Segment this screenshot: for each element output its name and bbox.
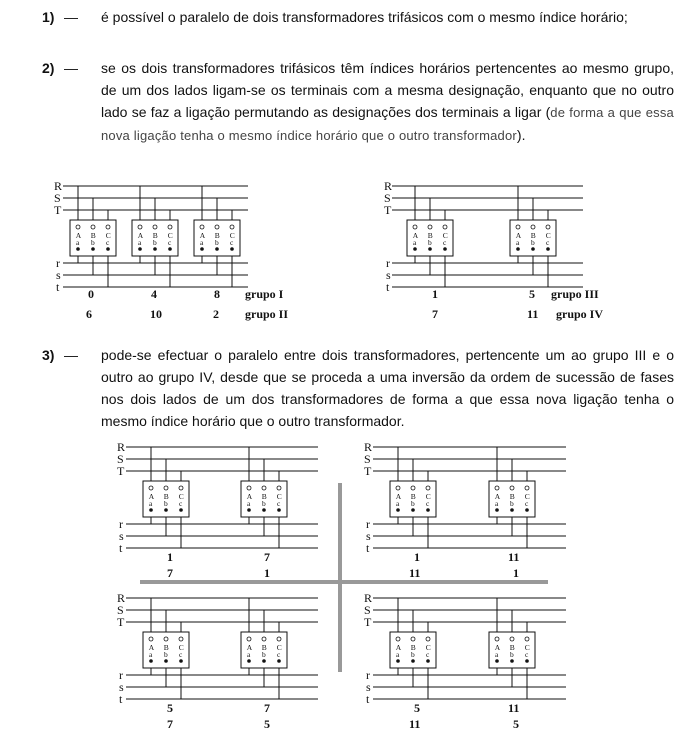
- index-label: 6: [86, 307, 92, 321]
- terminal-label-lower: b: [510, 650, 514, 659]
- bus-label-s: s: [56, 268, 61, 282]
- index-label: 7: [167, 717, 173, 731]
- bus-label-R: R: [384, 179, 393, 193]
- terminal-label-lower: c: [525, 650, 529, 659]
- bus-label-T: T: [54, 203, 62, 217]
- index-label: 5: [529, 287, 535, 301]
- index-label: 7: [264, 550, 270, 564]
- index-label: 8: [214, 287, 220, 301]
- terminal-label-lower: c: [426, 650, 430, 659]
- terminal-label-upper: C: [524, 643, 530, 652]
- terminal-label-upper: C: [167, 231, 173, 240]
- bus-label-r: r: [56, 256, 60, 270]
- item-3-text: pode-se efectuar o paralelo entre dois transformadores, pertencente um ao grupo III e o outro ao grupo IV, desde que se proceda a uma inversão da ordem de sucessão de fases nos dois lados de um dos transformadores de forma a que essa nova ligação tenha o mesmo índice horário que o outro transformador.: [101, 347, 674, 429]
- terminal-label-upper: C: [545, 231, 551, 240]
- terminal-label-lower: b: [164, 650, 168, 659]
- item-2-dash: —: [64, 60, 78, 76]
- index-label: 5: [513, 717, 519, 731]
- bus-label-S: S: [117, 452, 124, 466]
- terminal-label-upper: A: [395, 492, 402, 501]
- terminal-label-upper: C: [178, 643, 184, 652]
- bus-label-s: s: [119, 680, 124, 694]
- group-label: grupo II: [245, 307, 289, 321]
- bus-label-R: R: [364, 440, 373, 454]
- terminal-label-upper: C: [442, 231, 448, 240]
- bus-label-T: T: [384, 203, 392, 217]
- bus-label-S: S: [117, 603, 124, 617]
- item-2-closing: ).: [516, 127, 526, 143]
- index-label: 0: [88, 287, 94, 301]
- index-label: 7: [264, 701, 270, 715]
- terminal-label-upper: B: [90, 231, 96, 240]
- terminal-label-lower: b: [262, 650, 266, 659]
- index-label: 11: [409, 566, 421, 580]
- index-label: 10: [150, 307, 162, 321]
- terminal-label-lower: a: [495, 499, 499, 508]
- terminal-label-upper: B: [509, 492, 515, 501]
- terminal-label-lower: a: [200, 238, 204, 247]
- figure-right: [384, 179, 603, 321]
- index-label: 1: [414, 550, 420, 564]
- index-label: 11: [508, 701, 520, 715]
- bus-label-R: R: [54, 179, 63, 193]
- terminal-label-lower: c: [546, 238, 550, 247]
- index-label: 11: [527, 307, 539, 321]
- terminal-label-upper: C: [105, 231, 111, 240]
- bus-label-t: t: [119, 692, 123, 706]
- terminal-label-upper: B: [410, 643, 416, 652]
- terminal-label-lower: b: [215, 238, 219, 247]
- terminal-label-lower: c: [426, 499, 430, 508]
- terminal-label-upper: A: [137, 231, 144, 240]
- terminal-label-lower: c: [230, 238, 234, 247]
- terminal-label-upper: C: [425, 492, 431, 501]
- quadrant-top-left: [117, 440, 318, 580]
- terminal-label-lower: a: [495, 650, 499, 659]
- group-label: grupo IV: [556, 307, 604, 321]
- terminal-label-lower: a: [247, 499, 251, 508]
- terminal-label-upper: A: [412, 231, 419, 240]
- index-label: 5: [264, 717, 270, 731]
- terminal-label-lower: b: [531, 238, 535, 247]
- terminal-label-lower: b: [411, 650, 415, 659]
- bus-label-t: t: [56, 280, 60, 294]
- terminal-label-upper: C: [229, 231, 235, 240]
- terminal-label-lower: a: [396, 650, 400, 659]
- terminal-label-upper: B: [410, 492, 416, 501]
- terminal-label-upper: B: [530, 231, 536, 240]
- terminal-label-lower: c: [525, 499, 529, 508]
- index-label: 1: [513, 566, 519, 580]
- group-label: grupo I: [245, 287, 284, 301]
- quadrant-bottom-right: [364, 591, 566, 731]
- terminal-label-upper: B: [152, 231, 158, 240]
- item-2-number: 2): [42, 60, 55, 76]
- bus-label-r: r: [386, 256, 390, 270]
- bus-label-S: S: [384, 191, 391, 205]
- terminal-label-upper: A: [199, 231, 206, 240]
- bus-label-s: s: [119, 529, 124, 543]
- bus-label-r: r: [366, 517, 370, 531]
- bus-label-s: s: [386, 268, 391, 282]
- terminal-label-upper: B: [509, 643, 515, 652]
- bus-label-s: s: [366, 529, 371, 543]
- index-label: 5: [414, 701, 420, 715]
- group-label: grupo III: [551, 287, 599, 301]
- bus-label-t: t: [366, 692, 370, 706]
- bus-label-t: t: [366, 541, 370, 555]
- terminal-label-lower: c: [277, 499, 281, 508]
- bus-label-T: T: [364, 464, 372, 478]
- bus-label-R: R: [117, 591, 126, 605]
- index-label: 4: [151, 287, 157, 301]
- terminal-label-lower: c: [277, 650, 281, 659]
- item-1-text: é possível o paralelo de dois transformadores trifásicos com o mesmo índice horário;: [101, 9, 628, 25]
- bus-label-R: R: [364, 591, 373, 605]
- bus-label-T: T: [364, 615, 372, 629]
- terminal-label-lower: a: [76, 238, 80, 247]
- quadrant-top-right: [364, 440, 566, 580]
- terminal-label-lower: c: [179, 499, 183, 508]
- terminal-label-upper: C: [276, 643, 282, 652]
- terminal-label-lower: c: [443, 238, 447, 247]
- terminal-label-upper: A: [494, 492, 501, 501]
- index-label: 1: [432, 287, 438, 301]
- terminal-letters: [76, 231, 551, 659]
- terminal-label-upper: B: [261, 643, 267, 652]
- quadrant-bottom-left: [117, 591, 318, 731]
- terminal-label-lower: c: [168, 238, 172, 247]
- terminal-label-lower: b: [262, 499, 266, 508]
- bus-label-r: r: [366, 668, 370, 682]
- bus-label-T: T: [117, 615, 125, 629]
- terminal-label-upper: B: [214, 231, 220, 240]
- terminal-label-upper: B: [427, 231, 433, 240]
- terminal-label-upper: C: [276, 492, 282, 501]
- terminal-label-lower: b: [411, 499, 415, 508]
- terminal-label-lower: a: [149, 499, 153, 508]
- index-label: 1: [264, 566, 270, 580]
- terminal-label-upper: A: [515, 231, 522, 240]
- bus-label-s: s: [366, 680, 371, 694]
- bus-label-t: t: [386, 280, 390, 294]
- bus-label-S: S: [364, 452, 371, 466]
- terminal-label-upper: A: [494, 643, 501, 652]
- terminal-label-lower: c: [179, 650, 183, 659]
- terminal-label-lower: b: [91, 238, 95, 247]
- terminal-label-lower: a: [396, 499, 400, 508]
- item-1-number: 1): [42, 9, 55, 25]
- terminal-label-lower: b: [164, 499, 168, 508]
- terminal-label-upper: C: [178, 492, 184, 501]
- terminal-label-lower: a: [516, 238, 520, 247]
- item-1-dash: —: [64, 9, 78, 25]
- figure-left: [54, 179, 288, 321]
- index-label: 5: [167, 701, 173, 715]
- terminal-label-upper: A: [395, 643, 402, 652]
- item-3-dash: —: [64, 347, 78, 363]
- terminal-label-upper: C: [425, 643, 431, 652]
- terminal-label-lower: c: [106, 238, 110, 247]
- bus-label-S: S: [364, 603, 371, 617]
- terminal-label-lower: b: [510, 499, 514, 508]
- index-label: 1: [167, 550, 173, 564]
- terminal-label-upper: B: [261, 492, 267, 501]
- index-label: 2: [213, 307, 219, 321]
- bus-label-T: T: [117, 464, 125, 478]
- index-label: 7: [167, 566, 173, 580]
- item-3-number: 3): [42, 347, 55, 363]
- terminal-label-lower: a: [138, 238, 142, 247]
- index-label: 11: [409, 717, 421, 731]
- bus-label-S: S: [54, 191, 61, 205]
- terminal-label-lower: b: [153, 238, 157, 247]
- bus-label-R: R: [117, 440, 126, 454]
- bus-label-t: t: [119, 541, 123, 555]
- item-2-main-text: se os dois transformadores trifásicos têm índices horários pertencentes ao mesmo grupo, de um dos lados ligam-se os terminais com a mesma designação, enquanto que no outro lado se faz a ligação permutando as designações dos terminais a ligar (: [101, 60, 674, 120]
- terminal-label-upper: A: [246, 643, 253, 652]
- terminal-label-upper: A: [148, 643, 155, 652]
- index-label: 11: [508, 550, 520, 564]
- terminal-label-lower: a: [247, 650, 251, 659]
- terminal-label-upper: B: [163, 643, 169, 652]
- terminal-label-lower: b: [428, 238, 432, 247]
- terminal-label-lower: a: [149, 650, 153, 659]
- index-label: 7: [432, 307, 438, 321]
- terminal-label-upper: A: [246, 492, 253, 501]
- terminal-label-upper: B: [163, 492, 169, 501]
- item-2-note: de forma a que essa nova ligação tenha o mesmo índice horário que o outro transformador: [101, 105, 674, 143]
- terminal-label-upper: A: [148, 492, 155, 501]
- terminal-label-upper: C: [524, 492, 530, 501]
- bus-label-r: r: [119, 517, 123, 531]
- terminal-label-upper: A: [75, 231, 82, 240]
- terminal-label-lower: a: [413, 238, 417, 247]
- bus-label-r: r: [119, 668, 123, 682]
